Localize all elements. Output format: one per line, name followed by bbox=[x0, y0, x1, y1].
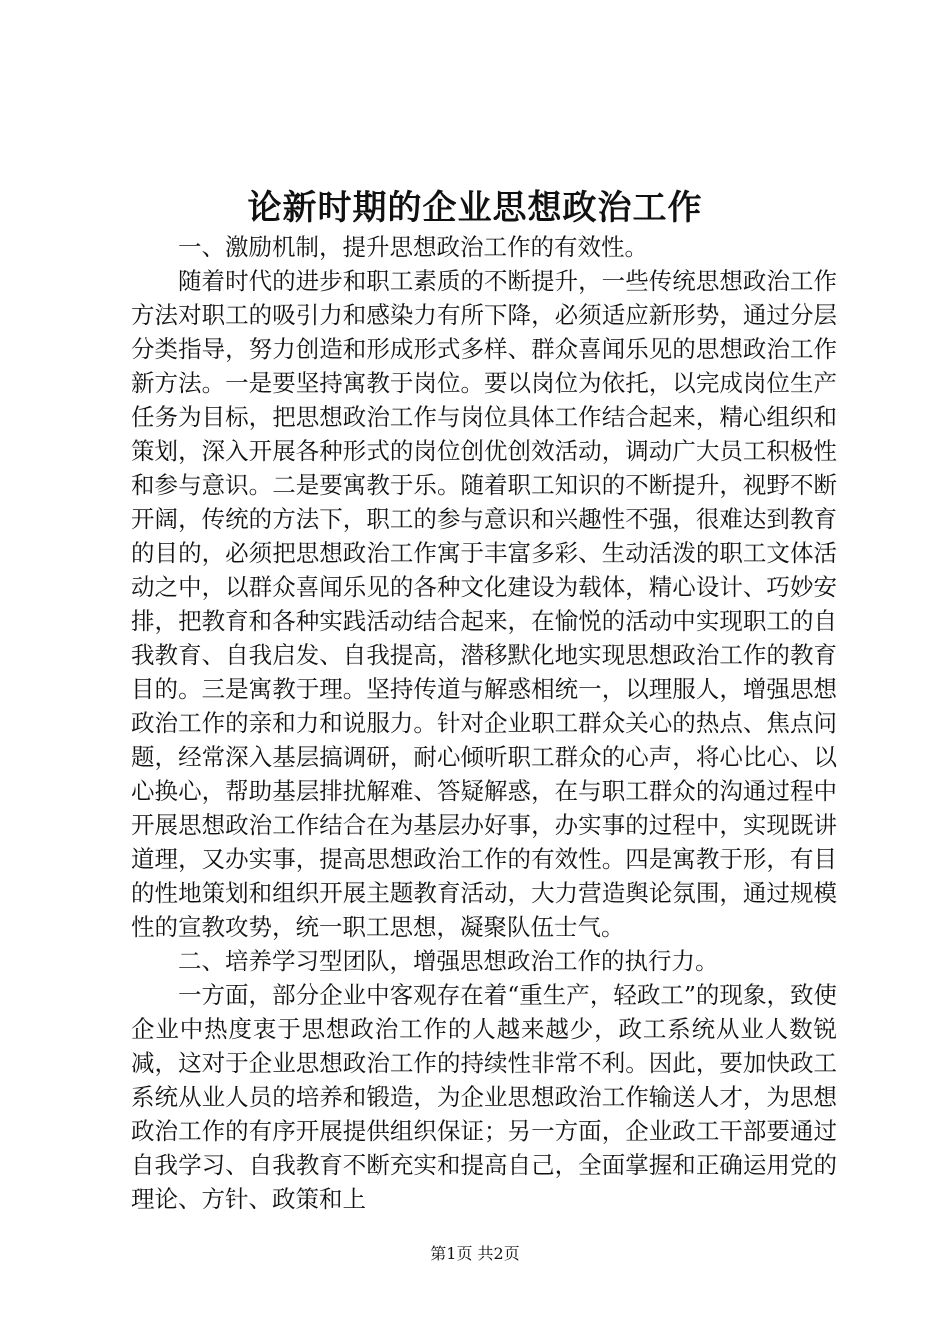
document-body bbox=[131, 230, 837, 1216]
section-heading-1: 一、激励机制，提升思想政治工作的有效性。 bbox=[178, 233, 648, 261]
section-heading-2: 二、培养学习型团队，增强思想政治工作的执行力。 bbox=[178, 947, 719, 975]
body-paragraph-1: 随着时代的进步和职工素质的不断提升，一些传统思想政治工作方法对职工的吸引力和感染力有所下降，必须适应新形势，通过分层分类指导，努力创造和形成形式多样、群众喜闻乐见的思想政治工作新方法。一是要坚持寓教于岗位。要以岗位为依托，以完成岗位生产任务为目标，把思想政治工作与岗位具体工作结合起来，精心组织和策划，深入开展各种形式的岗位创优创效活动，调动广大员工积极性和参与意识。二是要寓教于乐。随着职工知识的不断提升，视野不断开阔，传统的方法下，职工的参与意识和兴趣性不强，很难达到教育的目的，必须把思想政治工作寓于丰富多彩、生动活泼的职工文体活动之中，以群众喜闻乐见的各种文化建设为载体，精心设计、巧妙安排，把教育和各种实践活动结合起来，在愉悦的活动中实现职工的自我教育、自我启发、自我提高，潜移默化地实现思想政治工作的教育目的。三是寓教于理。坚持传道与解惑相统一，以理服人，增强思想政治工作的亲和力和说服力。针对企业职工群众关心的热点、焦点问题，经常深入基层搞调研，耐心倾听职工群众的心声，将心比心、以心换心，帮助基层排扰解难、答疑解惑，在与职工群众的沟通过程中开展思想政治工作结合在为基层办好事，办实事的过程中，实现既讲道理，又办实事，提高思想政治工作的有效性。四是寓教于形，有目的性地策划和组织开展主题教育活动，大力营造舆论氛围，通过规模性的宣教攻势，统一职工思想，凝聚队伍士气。 bbox=[131, 267, 837, 941]
body-paragraph-2: 一方面，部分企业中客观存在着“重生产，轻政工”的现象，致使企业中热度衷于思想政治工作的人越来越少，政工系统从业人数锐减，这对于企业思想政治工作的持续性非常不利。因此，要加快政工系统从业人员的培养和锻造，为企业思想政治工作输送人才，为思想政治工作的有序开展提供组织保证；另一方面，企业政工干部要通过自我学习、自我教育不断充实和提高自己，全面掌握和正确运用党的理论、方针、政策和上 bbox=[131, 981, 837, 1213]
page-number-footer: 第1页 共2页 bbox=[430, 1244, 520, 1263]
document-title: 论新时期的企业思想政治工作 bbox=[247, 188, 703, 228]
